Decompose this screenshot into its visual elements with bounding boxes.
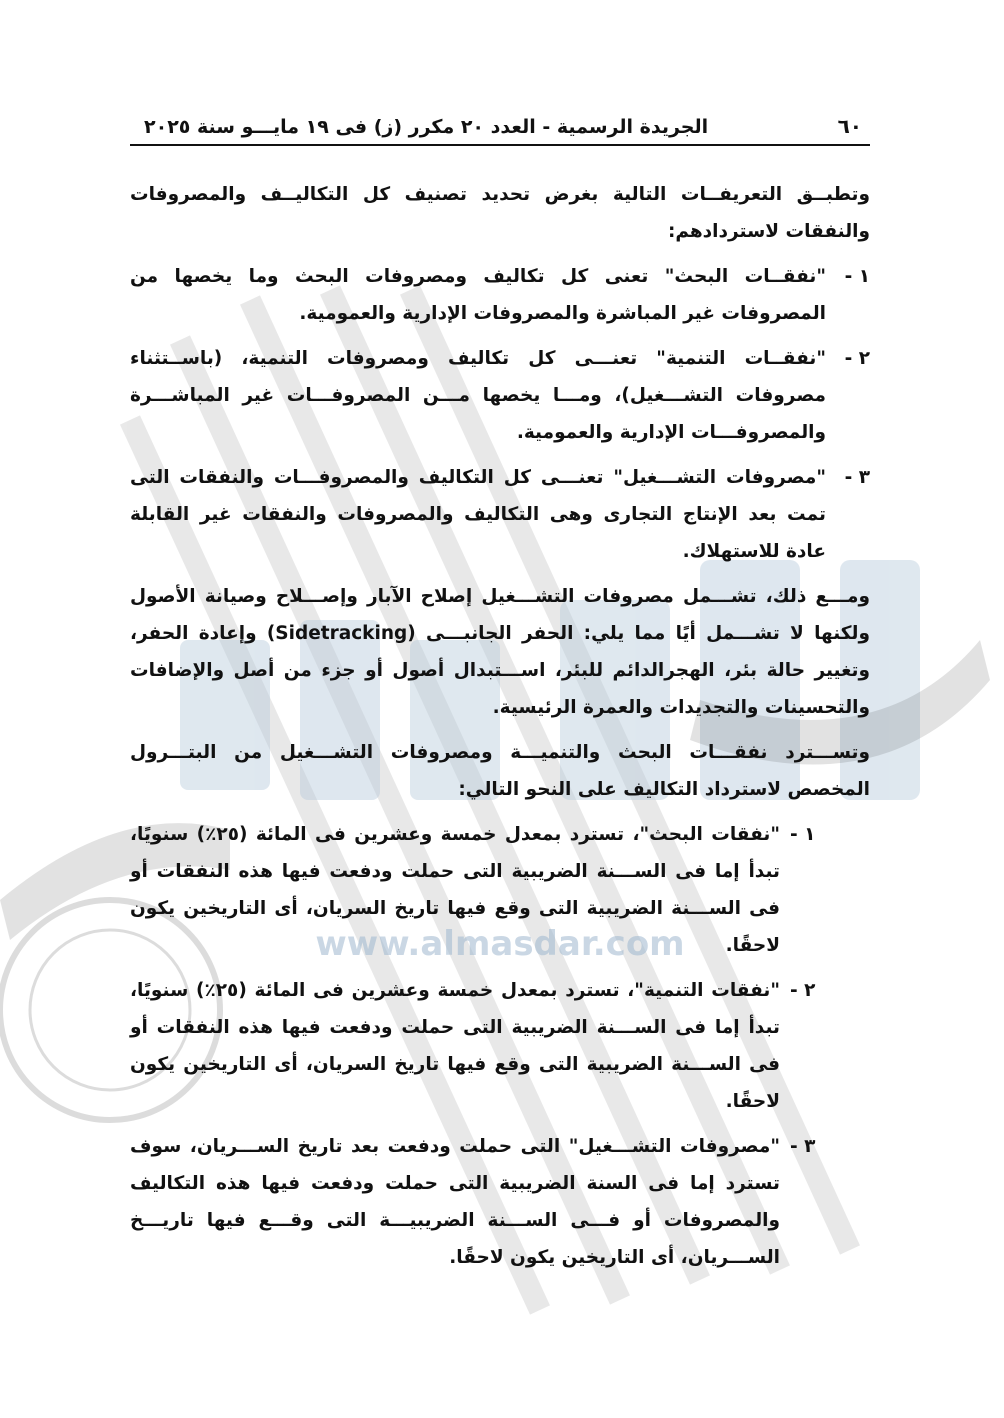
recovery-item: [130, 816, 870, 964]
definition-number: ٣ -: [844, 467, 870, 488]
recovery-text: "نفقات البحث"، تسترد بمعدل خمسة وعشرين فى المائة (٢٥٪) سنويًا، تبدأ إما فى الســـنة الضريبية التى حملت ودفعت فيها هذه النفقات أو فى الســـنة الضريبية التى وقع فيها تاريخ السريان، أى التاريخين يكون لاحقًا.: [130, 824, 781, 956]
recovery-number: ٢ -: [790, 980, 816, 1001]
definition-number: ٢ -: [844, 348, 870, 369]
definition-item: [130, 258, 870, 332]
recovery-item: [130, 972, 870, 1120]
recovery-text: "نفقات التنمية"، تسترد بمعدل خمسة وعشرين فى المائة (٢٥٪) سنويًا، تبدأ إما فى الســـنة الضريبية التى حملت ودفعت فيها هذه النفقات أو فى الســـنة الضريبية التى وقع فيها تاريخ السريان، أى التاريخين يكون لاحقًا.: [130, 980, 781, 1112]
definition-text: "نفقــات التنمية" تعنـــى كل تكاليف ومصروفات التنمية، (باســتثناء مصروفات التشـــغيل)، ومـــا يخصها مـــن المصروفـــات غير المباشـــرة والمصروفـــات الإدارية والعمومية.: [130, 348, 826, 443]
recovery-text: "مصروفات التشـــغيل" التى حملت ودفعت بعد تاريخ الســـريان، سوف تسترد إما فى السنة الضريبية التى حملت ودفعت فيها هذه التكاليف والمصروفات أو فـــى الســـنة الضريبيـــة التى وقـــع فيها تاريـــخ الســـريان، أى التاريخين يكون لاحقًا.: [130, 1136, 780, 1268]
page: [130, 100, 870, 1284]
definition-text: "نفقــات البحث" تعنى كل تكاليف ومصروفات البحث وما يخصها من المصروفات غير المباشرة والمصروفات الإدارية والعمومية.: [130, 266, 826, 324]
definition-item: [130, 459, 870, 570]
intro-paragraph: وتطبــق التعريفــات التالية بغرض تحديد تصنيف كل التكاليــف والمصروفات والنفقات لاستردادهم:: [130, 184, 870, 242]
page-header-title: الجريدة الرسمية - العدد ٢٠ مكرر (ز) فى ١٩ مايـــو سنة ٢٠٢٥: [144, 116, 709, 138]
exceptions-paragraph: ومـــع ذلك، تشـــمل مصروفات التشـــغيل إصلاح الآبار وإصـــلاح وصيانة الأصول ولكنها لا تشـــمل أيًا مما يلي: الحفر الجانبـــى (Sidetracking) وإعادة الحفر، وتغيير حالة بئر، الهجرالدائم للبئر، اســـتبدال أصول أو جزء من أصل والإضافات والتحسينات والتجديدات والعمرة الرئيسية.: [130, 586, 870, 718]
definition-item: [130, 340, 870, 451]
recovery-item: [130, 1128, 870, 1276]
recovery-intro-paragraph: وتســـترد نفقـــات البحث والتنميـــة ومصروفات التشـــغيل من البتـــرول المخصص لاسترداد التكاليف على النحو التالي:: [130, 742, 870, 800]
page-number: ٦٠: [837, 114, 862, 138]
definition-text: "مصروفات التشـــغيل" تعنـــى كل التكاليف والمصروفـــات والنفقات التى تمت بعد الإنتاج التجارى وهى التكاليف والمصروفات والنفقات غير القابلة عادة للاستهلاك.: [130, 467, 826, 562]
document-body: [130, 176, 870, 1276]
definition-number: ١ -: [844, 266, 870, 287]
page-header: [130, 100, 870, 146]
watermark-site-text: www.almasdar.com: [315, 924, 685, 964]
recovery-number: ٣ -: [790, 1136, 816, 1157]
recovery-number: ١ -: [790, 824, 816, 845]
